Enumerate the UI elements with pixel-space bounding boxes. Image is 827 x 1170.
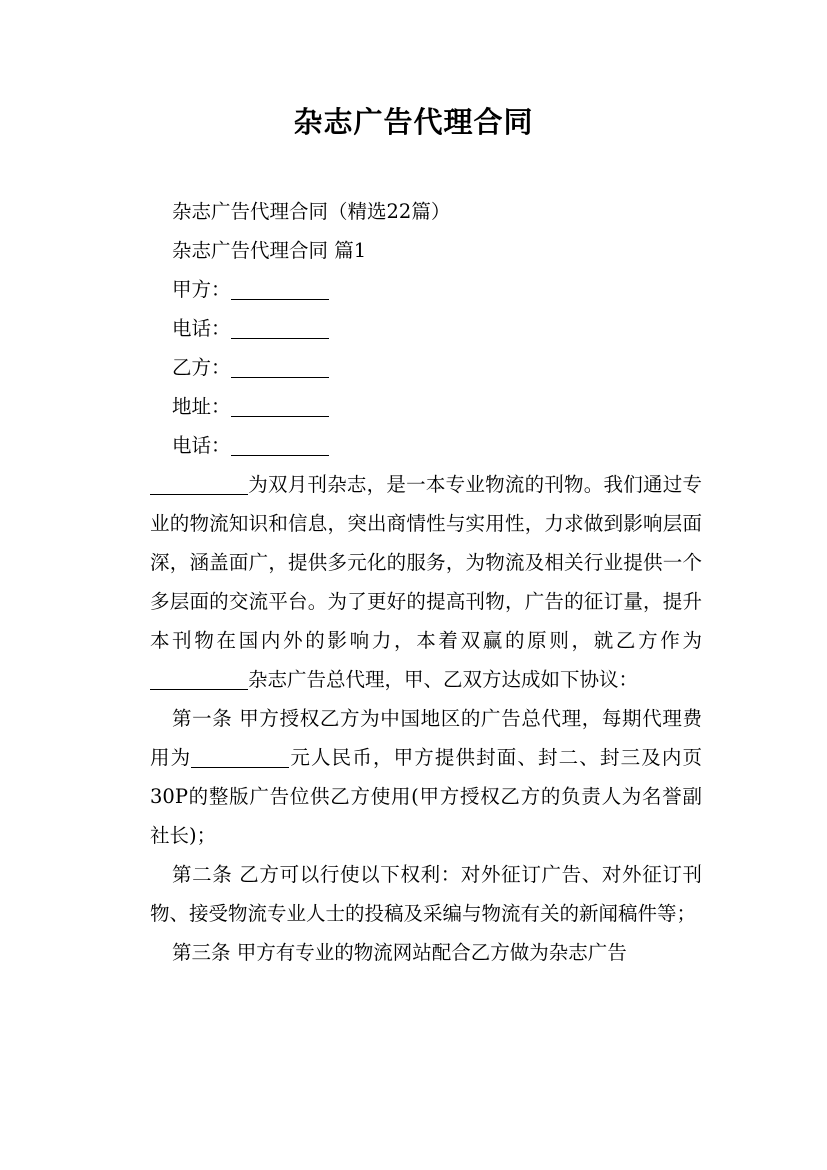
article-3 <box>150 933 702 972</box>
blank-line <box>231 394 329 417</box>
blank-line <box>231 277 329 300</box>
field-label: 电话： <box>172 434 231 457</box>
article-2-text: 第二条 乙方可以行使以下权利：对外征订广告、对外征订刊物、接受物流专业人士的投稿及采编与物流有关的新闻稿件等； <box>150 863 702 925</box>
article-2 <box>150 855 702 933</box>
field-party-b <box>172 348 702 387</box>
article-1-text-b: 元人民币，甲方提供封面、封二、封三及内页30P的整版广告位供乙方使用(甲方授权乙方的负责人为名誉副社长)； <box>150 746 702 847</box>
contract-paragraphs <box>150 465 702 972</box>
blank-line <box>150 472 248 495</box>
document-subtitle: 杂志广告代理合同（精选22篇） <box>172 200 451 223</box>
field-phone-b <box>172 426 702 465</box>
article-3-text: 第三条 甲方有专业的物流网站配合乙方做为杂志广告 <box>172 941 627 964</box>
blank-line <box>191 745 289 768</box>
field-address <box>172 387 702 426</box>
field-party-a <box>172 270 702 309</box>
field-label: 电话： <box>172 317 231 340</box>
article-1 <box>150 699 702 855</box>
field-label: 甲方： <box>172 278 231 301</box>
intro-text-b: 杂志广告总代理，甲、乙双方达成如下协议： <box>248 668 639 691</box>
blank-line <box>231 433 329 456</box>
field-label: 地址： <box>172 395 231 418</box>
field-label: 乙方： <box>172 356 231 379</box>
blank-line <box>231 355 329 378</box>
blank-line <box>231 316 329 339</box>
intro-text-a: 为双月刊杂志，是一本专业物流的刊物。我们通过专业的物流知识和信息，突出商情性与实用性，力求做到影响层面深，涵盖面广，提供多元化的服务，为物流及相关行业提供一个多层面的交流平台。为了更好的提高刊物，广告的征订量，提升本刊物在国内外的影响力，本着双赢的原则，就乙方作为 <box>150 473 702 652</box>
document-body <box>150 192 702 972</box>
article-1-text-a: 第一条 甲方授权乙方为中国地区的广告总代理，每期代理费用为 <box>150 707 702 769</box>
section-heading: 杂志广告代理合同 篇1 <box>172 239 367 262</box>
field-phone-a <box>172 309 702 348</box>
document-title: 杂志广告代理合同 <box>293 105 534 139</box>
intro-paragraph <box>150 465 702 699</box>
blank-line <box>150 667 248 690</box>
